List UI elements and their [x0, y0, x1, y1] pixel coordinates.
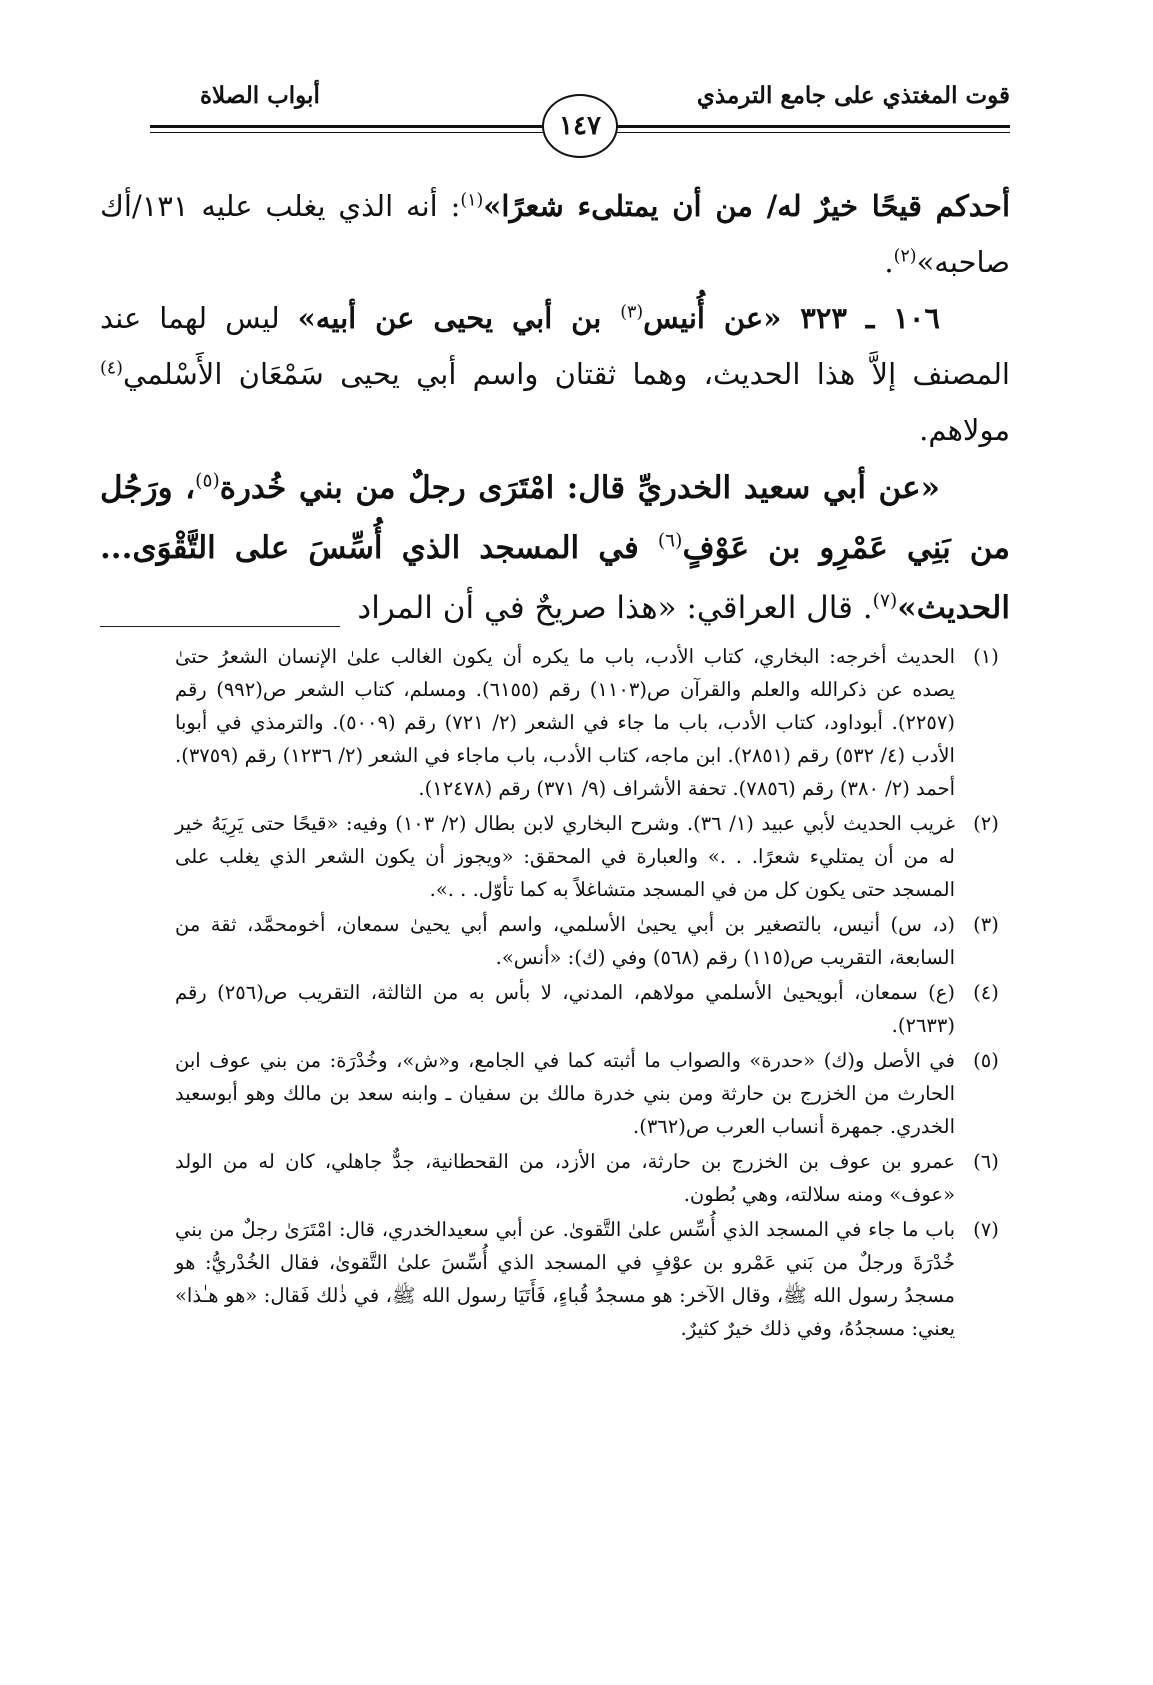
paragraph-text: . قال العراقي: «هذا صريحٌ في أن المراد [357, 590, 873, 626]
paragraph-2 [100, 290, 1010, 458]
footnote [175, 807, 1010, 906]
footnote-ref: (٣) [620, 302, 644, 323]
footnote-ref: (٦) [657, 530, 683, 552]
footnote-number: (٧) [973, 1218, 999, 1241]
paragraph-3 [100, 458, 1010, 638]
footnote-ref: (٧) [872, 590, 898, 612]
footnote-text: غريب الحديث لأبي عبيد (١/ ٣٦). وشرح البخاري لابن بطال (٢/ ١٠٣) وفيه: «قيحًا حتى يَرِيَهُ خير له من أن يمتليء شعرًا. . .» والعبارة في المحقق: «ويجوز أن يكون الشعر الذي يغلب على المسجد حتى يكون كل من في المسجد متشاغلاً به كما تأوّل. . .». [175, 812, 955, 901]
footnote-ref: (١) [460, 190, 484, 211]
hadith-text: «عن أبي سعيد الخدريِّ قال: امْتَرَى رجلٌ من بني خُدرة [219, 470, 940, 506]
footnote-text: (د، س) أنيس، بالتصغير بن أبي يحيىٰ الأسلمي، واسم أبي يحيىٰ سمعان، أخومحمَّد، ثقة من السابعة، التقريب ص(١١٥) رقم (٥٦٨) وفي (ك): «أنس». [175, 913, 955, 969]
paragraph-1 [100, 178, 1010, 290]
hadith-text: في المسجد الذي أُسِّسَ على التَّقْوَى... الحديث» [100, 530, 1010, 626]
hadith-heading: ١٠٦ ـ ٣٢٣ «عن أُنيس [643, 301, 940, 335]
footnotes [175, 640, 1010, 1347]
hadith-text: ، ورَجُل من بَنِي عَمْرِو بن عَوْفٍ [100, 470, 1011, 566]
footnote-text: في الأصل و(ك) «حدرة» والصواب ما أثبته كما في الجامع، و«ش»، وخُدْرَة: من بني عوف ابن الحارث من الخزرج بن حارثة ومن بني خدرة مالك بن سفيان ـ وابنه سعد بن مالك وهو أبوسعيد الخدري. جمهرة أنساب العرب ص(٣٦٢). [175, 1049, 955, 1138]
paragraph-end: مولاهم. [919, 413, 1010, 447]
footnote-separator [100, 626, 340, 627]
hadith-heading: بن أبي يحيى عن أبيه» [297, 301, 621, 335]
footnote-ref: (٢) [893, 246, 917, 267]
footnote-number: (٤) [973, 981, 999, 1004]
footnote [175, 1044, 1010, 1143]
hadith-text: أحدكم قيحًا خيرٌ له/ من أن يمتلىء شعرًا» [483, 189, 1010, 223]
page-header [150, 80, 1010, 160]
footnote-text: (ع) سمعان، أبويحيىٰ الأسلمي مولاهم، المدني، لا بأس به من الثالثة، التقريب ص(٢٥٦) رقم (٢٦٣٣). [175, 981, 955, 1037]
footnote [175, 1145, 1010, 1211]
footnote-text: الحديث أخرجه: البخاري، كتاب الأدب، باب ما يكره أن يكون الغالب علىٰ الإنسان الشعرُ حتىٰ يصده عن ذكرالله والعلم والقرآن ص(١١٠٣) رقم (٦١٥٥). ومسلم، كتاب الشعر ص(٩٩٢) رقم (٢٢٥٧). أبوداود، كتاب الأدب، باب ما جاء في الشعر (٢/ ٧٢١) رقم (٥٠٠٩). والترمذي في أبوبا الأدب (٤/ ٥٣٢) رقم (٢٨٥١). ابن ماجه، كتاب الأدب، باب ماجاء في الشعر (٢/ ١٢٣٦) رقم (٣٧٥٩). أحمد (٢/ ٣٨٠) رقم (٧٨٥٦). تحفة الأشراف (٩/ ٣٧١) رقم (١٢٤٧٨). [175, 645, 955, 800]
footnote-ref: (٤) [100, 358, 123, 379]
footnote [175, 640, 1010, 805]
footnote-number: (٦) [973, 1150, 999, 1173]
paragraph-end: . [884, 245, 894, 279]
page-number: ١٤٧ [542, 94, 618, 158]
paragraph-text: : أنه الذي يغلب عليه ١٣١/أك صاحبه» [100, 189, 1010, 279]
footnote [175, 908, 1010, 974]
main-text [100, 178, 1010, 638]
header-rule-left [150, 125, 545, 133]
book-title: قوت المغتذي على جامع الترمذي [696, 82, 1010, 109]
header-rule-right [615, 125, 1010, 133]
footnote-number: (٣) [973, 913, 999, 936]
footnote-ref: (٥) [195, 470, 220, 492]
footnote-text: عمرو بن عوف بن الخزرج بن حارثة، من الأزد، من القحطانية، جدٌّ جاهلي، كان له من الولد «عوف» ومنه سلالته، وهي بُطون. [175, 1150, 955, 1206]
paragraph-text: ليس لهما عند المصنف إلاَّ هذا الحديث، وهما ثقتان واسم أبي يحيى سَمْعَان الأَسْلمي [100, 301, 1010, 391]
footnote-text: باب ما جاء في المسجد الذي أُسِّس علىٰ التَّقوىٰ. عن أبي سعيدالخدري، قال: امْتَرَىٰ رجلٌ من بني خُدْرَةَ ورجلٌ من بَني عَمْرو بن عوْفٍ في المسجد الذي أُسِّسَ علىٰ التَّقوىٰ، فقال الخُدْريُّ: هو مسجدُ رسول الله ﷺ، وقال الآخر: هو مسجدُ قُباءٍ، فَأَتَيَا رسول الله ﷺ، في ذٰلك فَقال: «هو هـٰذا» يعني: مسجدُهُ، وفي ذلك خيرٌ كثيرٌ. [175, 1218, 955, 1340]
footnote-number: (٥) [973, 1049, 999, 1072]
footnote [175, 976, 1010, 1042]
footnote-number: (٢) [973, 812, 999, 835]
section-title: أبواب الصلاة [200, 82, 320, 109]
footnote [175, 1213, 1010, 1345]
footnote-number: (١) [973, 645, 999, 668]
